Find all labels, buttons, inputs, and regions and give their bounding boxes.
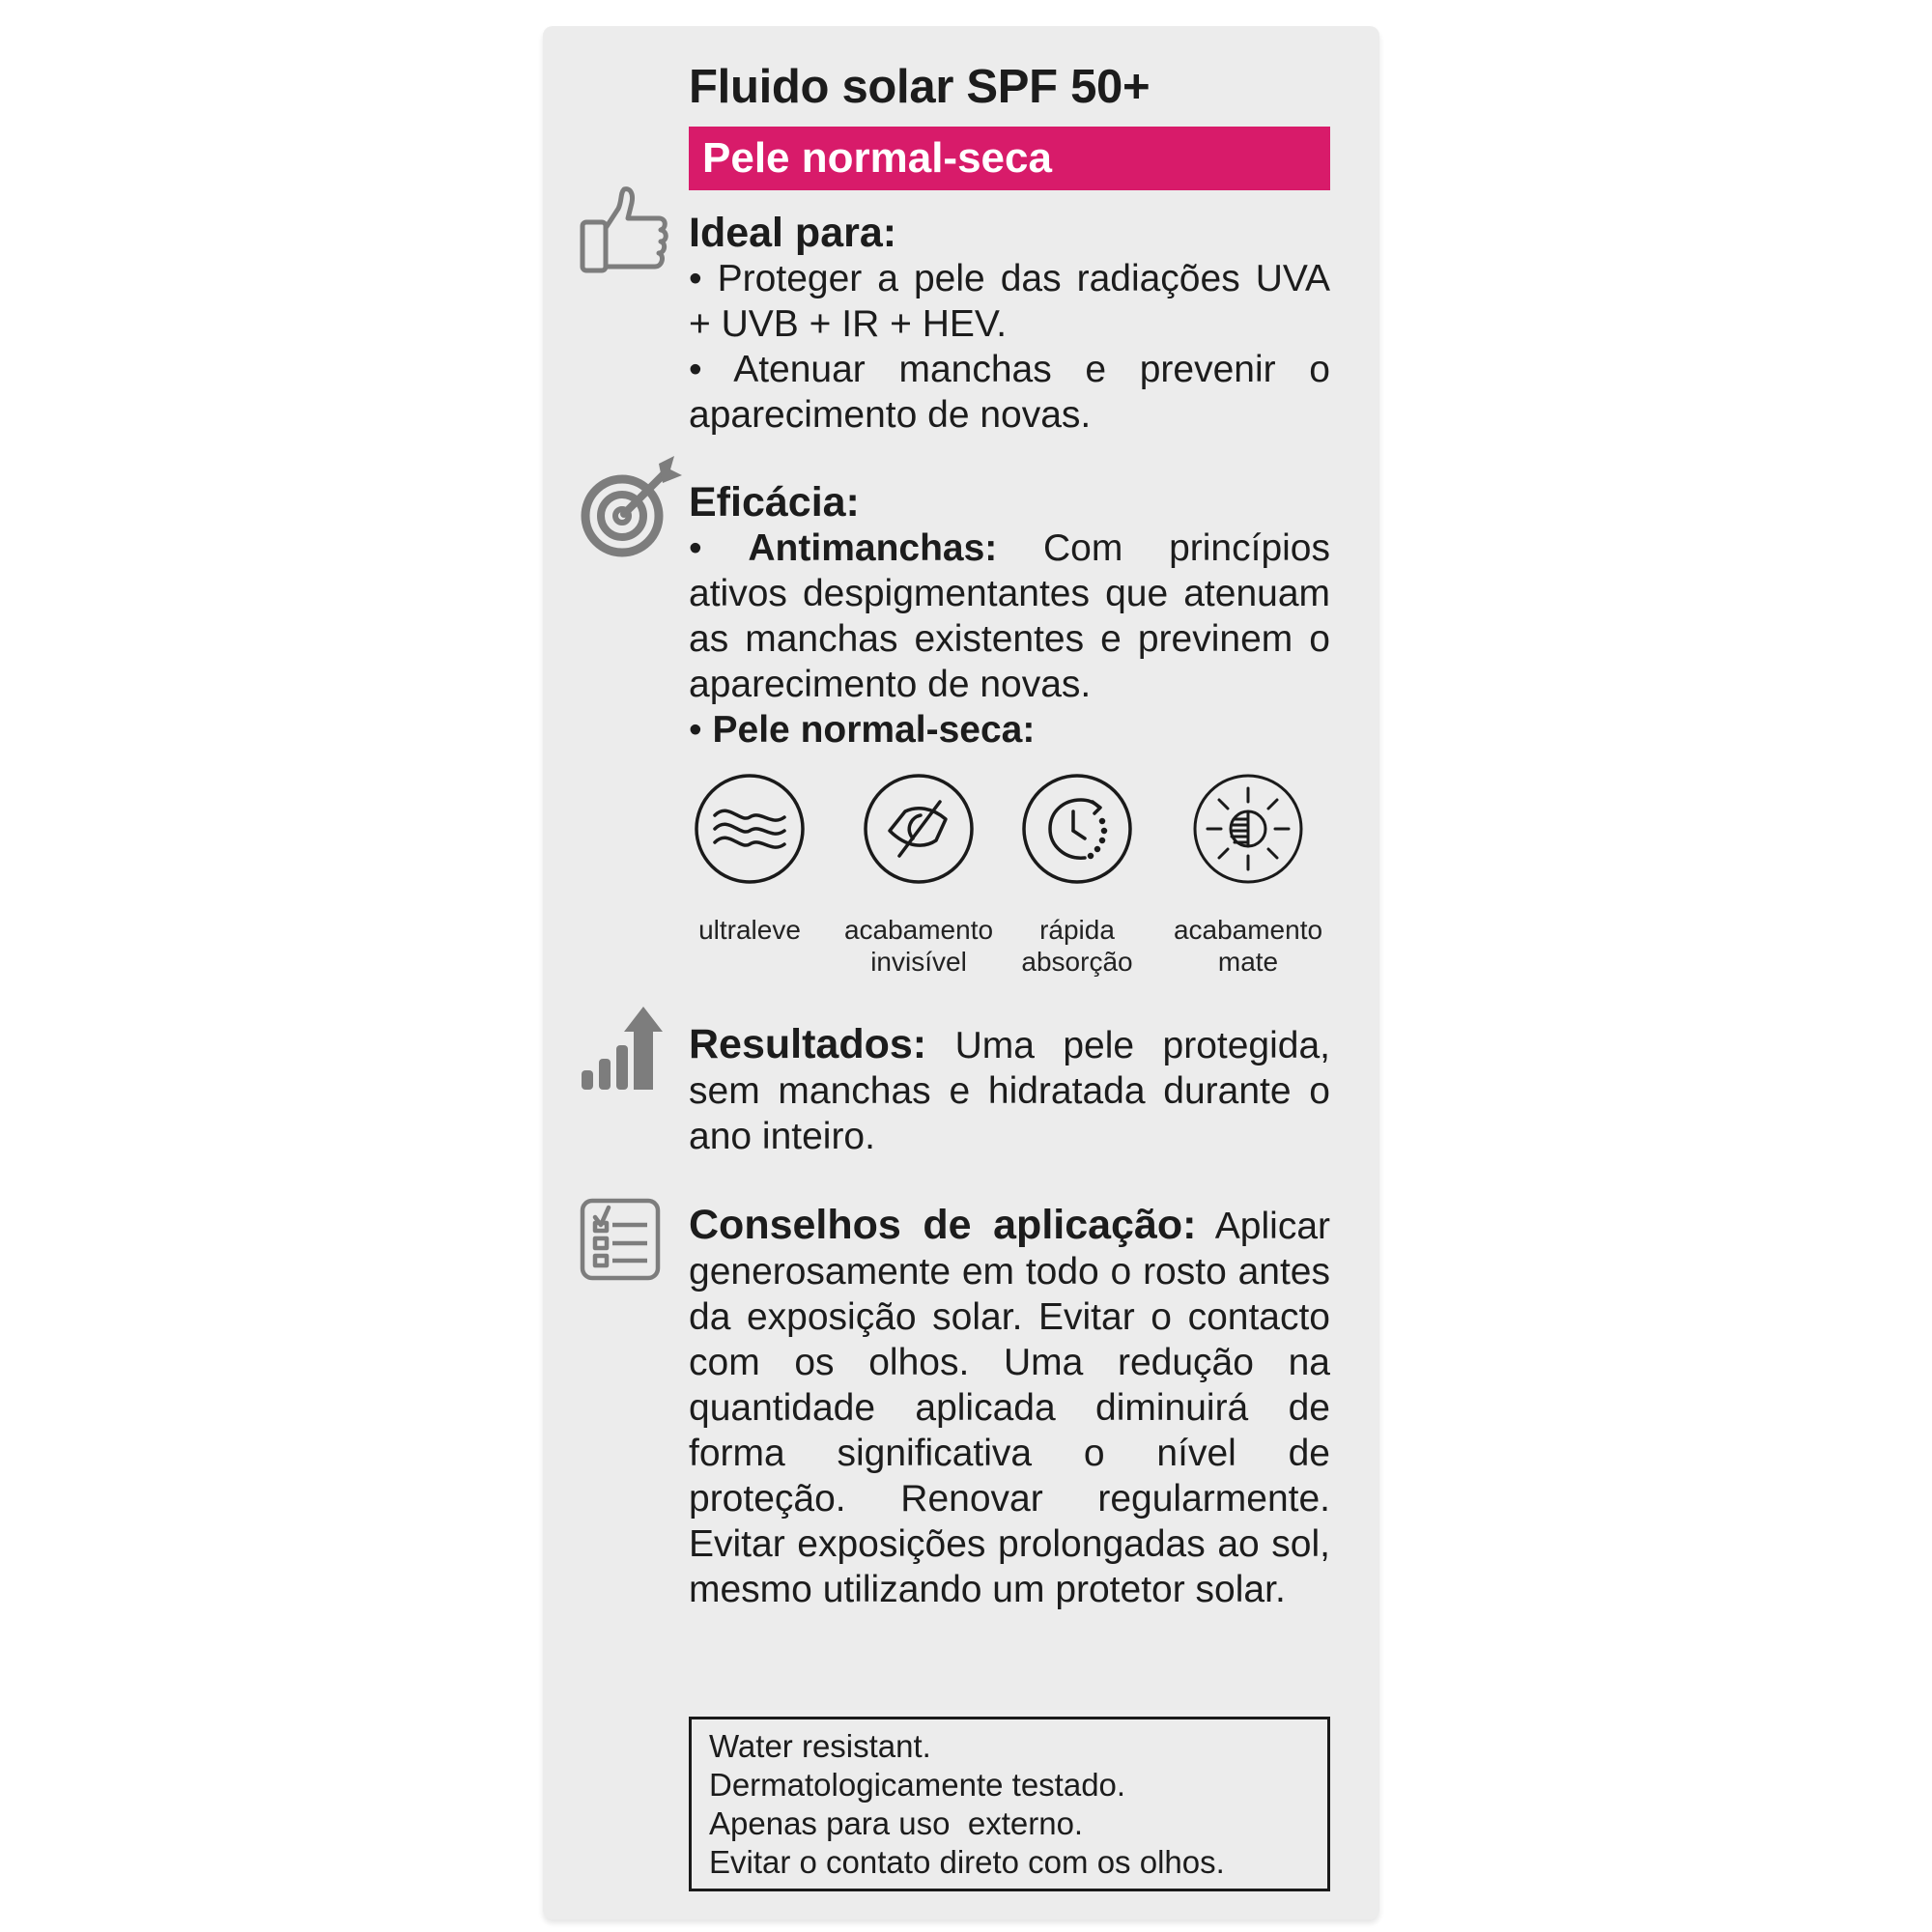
warning-line: Water resistant. — [709, 1728, 931, 1764]
feature-rapida-absorcao — [995, 773, 1159, 978]
results-heading: Resultados: — [689, 1021, 927, 1067]
antimanchas-bullet: • Antimanchas: Com princípios ativos despigmentantes que atenuam as manchas existentes e previnem o aparecimento de novas. — [689, 527, 1330, 705]
feature-acabamento-mate — [1166, 773, 1330, 978]
ideal-bullet-1: • Proteger a pele das radiações UVA + UVB + IR + HEV. — [689, 258, 1330, 345]
product-title: Fluido solar SPF 50+ — [689, 61, 1151, 113]
section-results — [689, 1022, 1330, 1159]
feature-ultraleve — [668, 773, 832, 946]
feature-acabamento-invisivel — [837, 773, 1001, 978]
feature-label: ultraleve — [698, 915, 801, 945]
application-heading: Conselhos de aplicação: — [689, 1202, 1197, 1248]
checklist-icon — [580, 1198, 661, 1281]
section-application — [689, 1203, 1330, 1612]
growth-chart-icon — [580, 1003, 667, 1092]
feature-label: rápida absorção — [1021, 915, 1133, 977]
ideal-bullet-2: • Atenuar manchas e prevenir o aparecimento de novas. — [689, 349, 1331, 436]
efficacy-heading: Eficácia: — [689, 479, 860, 526]
ideal-heading: Ideal para: — [689, 210, 897, 256]
warning-line: Dermatologicamente testado. — [709, 1767, 1126, 1803]
feature-label: acabamento mate — [1173, 915, 1323, 977]
waves-icon — [694, 773, 806, 885]
thumbs-up-icon — [580, 185, 670, 274]
target-icon — [578, 454, 684, 560]
eye-slash-icon — [863, 773, 975, 885]
warning-line: Apenas para uso externo. — [709, 1805, 1084, 1841]
clock-refresh-icon — [1021, 773, 1133, 885]
warnings-box — [689, 1717, 1330, 1891]
application-text: Aplicar generosamente em todo o rosto antes da exposição solar. Evitar o contacto com os olhos. Uma redução na quantidade aplicada diminuirá de forma significativa o nível de proteção. Renovar regularmente. Evitar exposições prolongadas ao sol, mesmo utilizando um protetor solar. — [689, 1206, 1331, 1610]
section-ideal — [689, 211, 1330, 438]
skin-type-banner: Pele normal-seca — [689, 127, 1330, 190]
feature-label: acabamento invisível — [843, 915, 994, 977]
half-sun-icon — [1192, 773, 1304, 885]
skin-type-bullet: • Pele normal-seca: — [689, 709, 1036, 751]
warning-line: Evitar o contato direto com os olhos. — [709, 1844, 1225, 1880]
section-efficacy — [689, 480, 1330, 753]
results-text: Uma pele protegida, sem manchas e hidratada durante o ano inteiro. — [689, 1025, 1330, 1157]
